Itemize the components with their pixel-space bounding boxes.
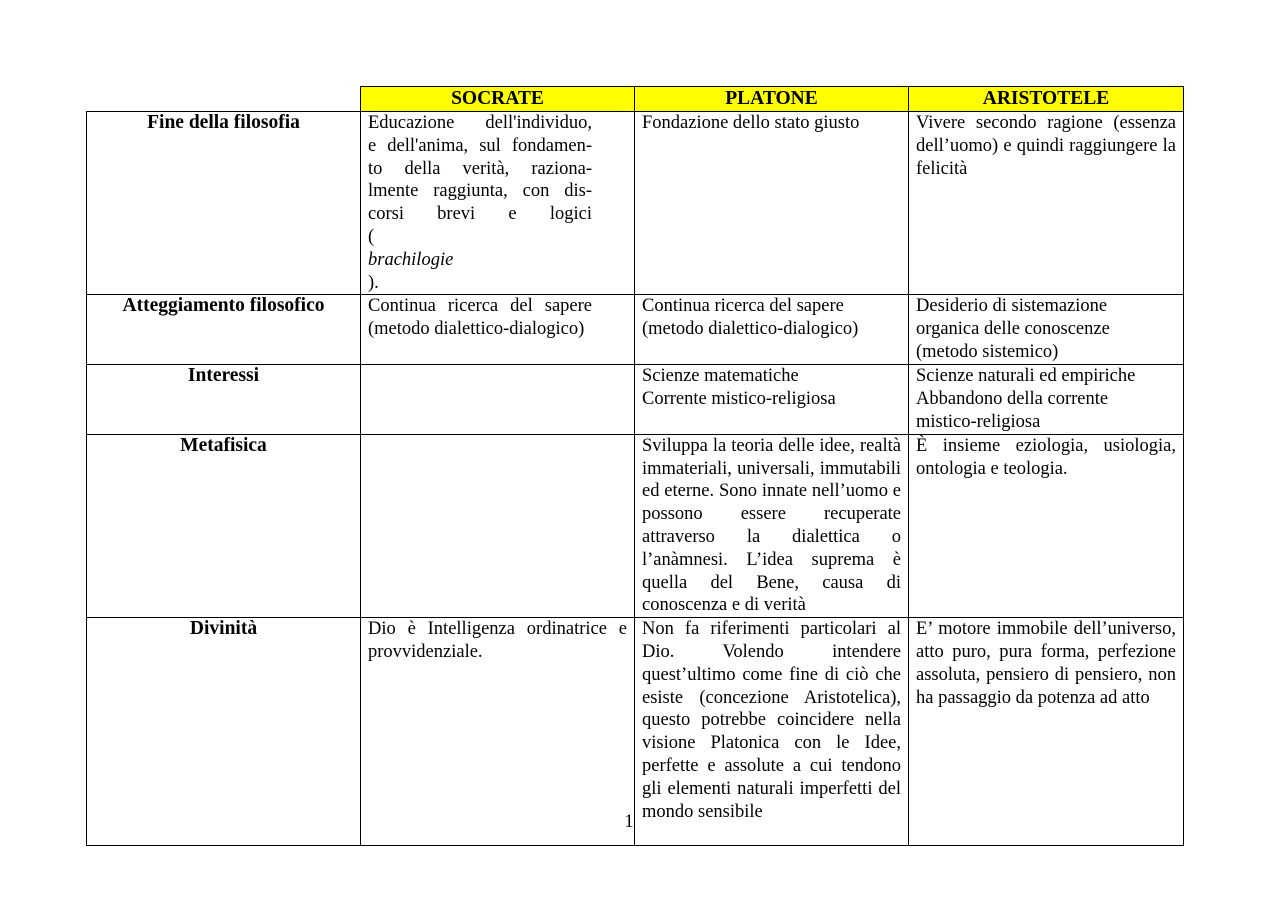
cell-socrate-divinita: Dio è Intelligenza ordinatrice e provvidenziale. [361, 618, 635, 846]
row-label-atteggiamento: Atteggiamento filosofico [87, 295, 361, 365]
cell-aristotele-atteggiamento: Desiderio di sistemazione organica delle conoscenze (metodo sistemico) [909, 295, 1184, 365]
cell-platone-interessi: Scienze matematiche Corrente mistico-religiosa [635, 365, 909, 434]
cell-socrate-atteggiamento: Continua ricerca del sapere (metodo dialettico-dialogico) [361, 295, 635, 365]
row-label-fine: Fine della filosofia [87, 112, 361, 295]
table-row [87, 365, 1184, 434]
italic-term: brachilogie [368, 249, 454, 270]
cell-line: corsi brevi e logici [368, 204, 592, 225]
cell-socrate-interessi [361, 365, 635, 434]
cell-line-last [368, 226, 592, 294]
close-paren: ). [368, 272, 379, 293]
table-row [87, 295, 1184, 365]
page-number: 1 [624, 812, 634, 832]
cell-aristotele-metafisica: È insieme eziologia, usiologia, ontologia e teologia. [909, 434, 1184, 617]
cell-aristotele-divinita: E’ motore immobile dell’universo, atto puro, pura forma, perfezione assoluta, pensiero di pensiero, non ha passaggio da potenza ad atto [909, 618, 1184, 846]
row-label-interessi: Interessi [87, 365, 361, 434]
header-row [87, 87, 1184, 112]
cell-aristotele-interessi: Scienze naturali ed empiriche Abbandono della corrente mistico-religiosa [909, 365, 1184, 434]
cell-aristotele-fine: Vivere secondo ragione (essenza dell’uomo) e quindi raggiungere la felicità [909, 112, 1184, 295]
table-row [87, 112, 1184, 295]
cell-platone-fine: Fondazione dello stato giusto [635, 112, 909, 295]
cell-platone-divinita: Non fa riferimenti particolari al Dio. Volendo intendere quest’ultimo come fine di ciò che esiste (concezione Aristotelica), questo potrebbe coincidere nella visione Platonica con le Idee, perfette e assolute a cui tendono gli elementi naturali imperfetti del mondo sensibile [635, 618, 909, 846]
row-label-metafisica: Metafisica [87, 434, 361, 617]
header-empty-cell [87, 87, 361, 112]
cell-socrate-metafisica [361, 434, 635, 617]
cell-platone-metafisica: Sviluppa la teoria delle idee, realtà immateriali, universali, immutabili ed eterne. Sono innate nell’uomo e possono essere recuperate attraverso la dialettica o l’anàmnesi. L’idea suprema è quella del Bene, causa di conoscenza e di verità [635, 434, 909, 617]
cell-socrate-fine [361, 112, 635, 295]
open-paren: ( [368, 226, 375, 247]
header-platone: PLATONE [635, 87, 909, 112]
cell-line: lmente raggiunta, con dis- [368, 181, 592, 202]
cell-line: e dell'anima, sul fondamen- [368, 135, 592, 156]
cell-line: to della verità, raziona- [368, 158, 592, 179]
cell-line: Educazione dell'individuo, [368, 113, 592, 133]
table-row [87, 434, 1184, 617]
header-aristotele: ARISTOTELE [909, 87, 1184, 112]
cell-platone-atteggiamento: Continua ricerca del sapere (metodo dialettico-dialogico) [635, 295, 909, 365]
row-label-divinita: Divinità [87, 618, 361, 846]
comparison-table [86, 86, 1184, 846]
header-socrate: SOCRATE [361, 87, 635, 112]
